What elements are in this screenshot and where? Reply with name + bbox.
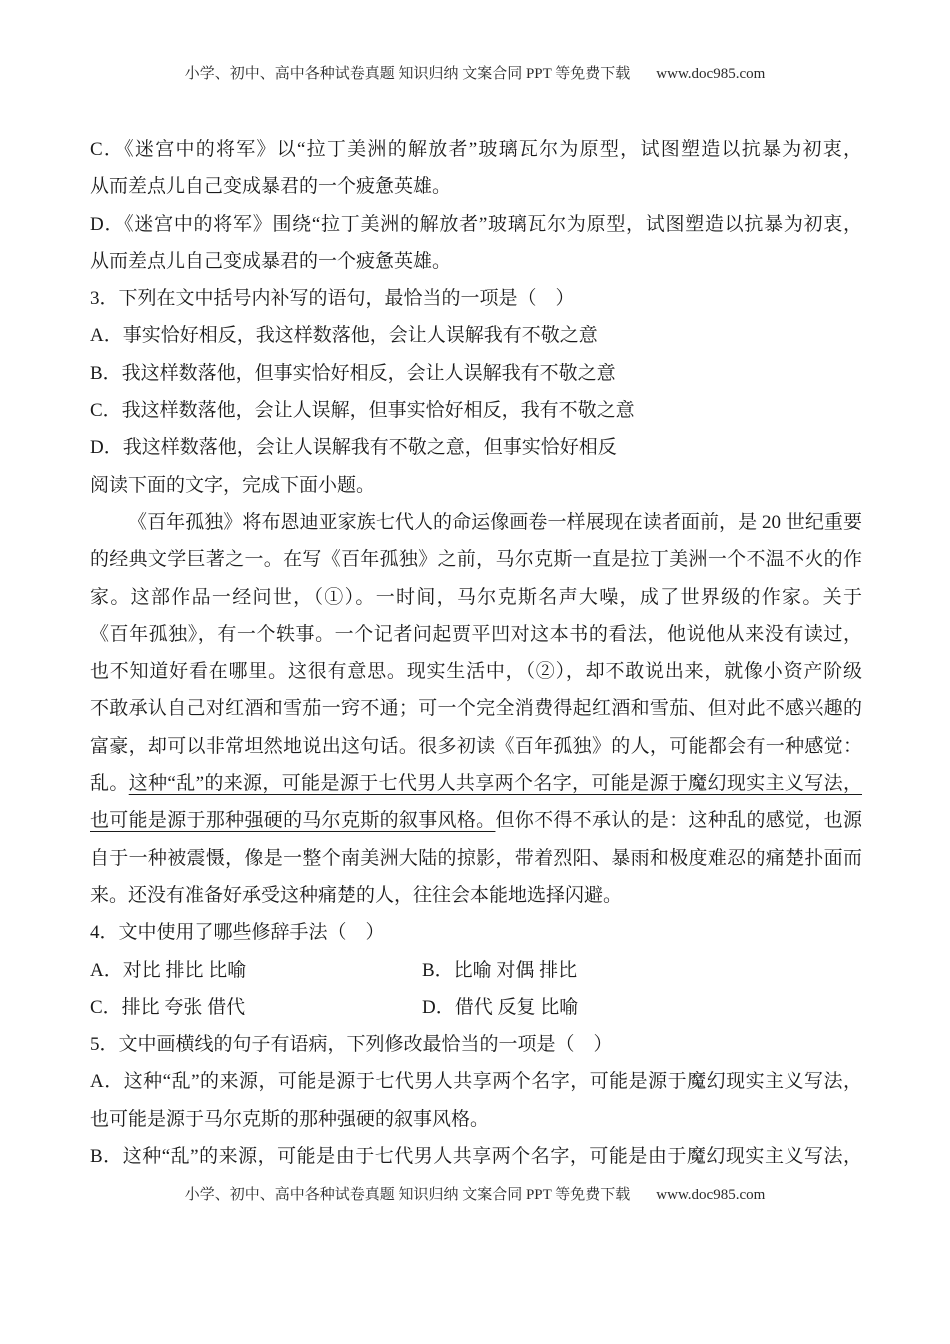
text-line: D．我这样数落他，会让人误解我有不敬之意，但事实恰好相反	[90, 437, 617, 459]
page-header	[0, 62, 950, 83]
text-line	[90, 765, 862, 802]
text-line: C．我这样数落他，会让人误解，但事实恰好相反，我有不敬之意	[90, 400, 635, 422]
text-line: 家。这部作品一经问世，（①）。一时间，马尔克斯名声大噪，成了世界级的作家。关于	[90, 586, 862, 608]
page-footer	[0, 1183, 950, 1204]
text-line: 5．文中画横线的句子有语病，下列修改最恰当的一项是（ ）	[90, 1034, 613, 1056]
option-row	[90, 952, 862, 989]
text-line: D．《迷宫中的将军》围绕“拉丁美洲的解放者”玻璃瓦尔为原型，试图塑造以抗暴为初衷，	[90, 213, 862, 235]
text-line: 《百年孤独》，有一个轶事。一个记者问起贾平凹对这本书的看法，他说他从来没有读过，	[90, 623, 862, 645]
header-note: 小学、初中、高中各种试卷真题 知识归纳 文案合同 PPT 等免费下载	[184, 66, 631, 82]
text-line: 富豪，却可以非常坦然地说出这句话。很多初读《百年孤独》的人，可能都会有一种感觉：	[90, 735, 862, 757]
text-line: 自于一种被震慑，像是一整个南美洲大陆的掠影，带着烈阳、暴雨和极度难忍的痛楚扑面而	[90, 847, 862, 869]
underlined-text: 也可能是源于那种强硬的马尔克斯的叙事风格。	[90, 810, 496, 832]
text-line	[90, 802, 862, 839]
option-row	[90, 989, 862, 1026]
text-line: A．这种“乱”的来源，可能是源于七代男人共享两个名字，可能是源于魔幻现实主义写法，	[90, 1071, 862, 1093]
text-line: 不敢承认自己对红酒和雪茄一窍不通；可一个完全消费得起红酒和雪茄、但对此不感兴趣的	[90, 698, 862, 720]
text-line: 也不知道好看在哪里。这很有意思。现实生活中，（②），却不敢说出来，就像小资产阶级	[90, 661, 862, 683]
option-text: D．借代 反复 比喻	[422, 996, 579, 1018]
footer-note: 小学、初中、高中各种试卷真题 知识归纳 文案合同 PPT 等免费下载	[184, 1187, 631, 1203]
footer-site-url: www.doc985.com	[656, 1187, 766, 1203]
underlined-text: 这种“乱”的来源，可能是源于七代男人共享两个名字，可能是源于魔幻现实主义写法，	[128, 773, 862, 795]
text-line: B．这种“乱”的来源，可能是由于七代男人共享两个名字，可能是由于魔幻现实主义写法，	[90, 1146, 862, 1168]
header-site-url: www.doc985.com	[656, 66, 766, 82]
option-text: B．比喻 对偶 排比	[422, 959, 578, 981]
text-line: B．我这样数落他，但事实恰好相反，会让人误解我有不敬之意	[90, 362, 616, 384]
text-line: 阅读下面的文字，完成下面小题。	[90, 474, 376, 496]
plain-text: 乱。	[90, 773, 129, 795]
option-text: C．排比 夸张 借代	[90, 996, 246, 1018]
text-line: 4．文中使用了哪些修辞手法（ ）	[90, 922, 385, 944]
text-line: 的经典文学巨著之一。在写《百年孤独》之前，马尔克斯一直是拉丁美洲一个不温不火的作	[90, 549, 862, 571]
text-line: 《百年孤独》将布恩迪亚家族七代人的命运像画卷一样展现在读者面前，是 20 世纪重要	[128, 511, 862, 533]
plain-text: 但你不得不承认的是：这种乱的感觉，也源	[495, 810, 862, 832]
option-text: A．对比 排比 比喻	[90, 959, 247, 981]
document-body	[90, 131, 862, 1175]
text-line: 从而差点儿自己变成暴君的一个疲惫英雄。	[90, 176, 452, 198]
text-line: 从而差点儿自己变成暴君的一个疲惫英雄。	[90, 250, 452, 272]
text-line: A．事实恰好相反，我这样数落他，会让人误解我有不敬之意	[90, 325, 598, 347]
text-line: 来。还没有准备好承受这种痛楚的人，往往会本能地选择闪避。	[90, 884, 623, 906]
text-line: C．《迷宫中的将军》以“拉丁美洲的解放者”玻璃瓦尔为原型，试图塑造以抗暴为初衷，	[90, 139, 862, 160]
text-line: 3．下列在文中括号内补写的语句，最恰当的一项是（ ）	[90, 288, 575, 310]
text-line: 也可能是源于马尔克斯的那种强硬的叙事风格。	[90, 1108, 490, 1130]
